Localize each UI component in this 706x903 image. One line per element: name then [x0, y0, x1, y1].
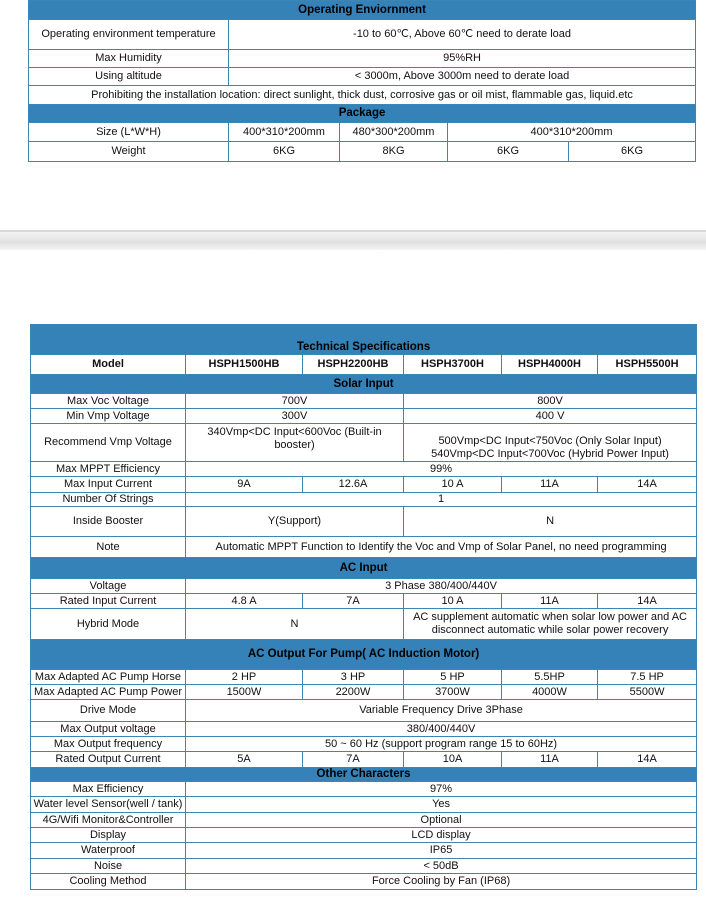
model-name: HSPH5500H	[598, 355, 697, 375]
ac-current-label: Rated Input Current	[31, 594, 186, 609]
other-label: Waterproof	[31, 843, 186, 859]
pump-horse-value: 3 HP	[303, 670, 404, 685]
other-value: Yes	[186, 797, 697, 813]
vmp-value: 400 V	[404, 409, 697, 424]
input-current-value: 11A	[502, 477, 598, 493]
booster-label: Inside Booster	[31, 507, 186, 537]
other-label: Noise	[31, 859, 186, 874]
package-size-label: Size (L*W*H)	[29, 123, 229, 142]
ac-current-value: 7A	[303, 594, 404, 609]
pump-horse-value: 5.5HP	[502, 670, 598, 685]
output-current-value: 7A	[303, 752, 404, 768]
booster-value: N	[404, 507, 697, 537]
vmp-label: Min Vmp Voltage	[31, 409, 186, 424]
pump-horse-value: 7.5 HP	[598, 670, 697, 685]
rec-vmp-line: 500Vmp<DC Input<750Voc (Only Solar Input)	[438, 435, 662, 447]
voc-value: 700V	[186, 394, 404, 409]
mppt-value: 99%	[186, 462, 697, 477]
ac-output-title: AC Output For Pump( AC Induction Motor)	[31, 640, 697, 670]
env-prohibit-text: Prohibiting the installation location: direct sunlight, thick dust, corrosive gas or oil mist, flammable gas, liquid.etc	[29, 86, 696, 105]
page-gap	[0, 232, 706, 250]
solar-input-title: Solar Input	[31, 375, 697, 394]
rec-vmp-value-a: 340Vmp<DC Input<600Voc (Built-in booster)	[186, 424, 404, 462]
output-current-value: 11A	[502, 752, 598, 768]
strings-label: Number Of Strings	[31, 493, 186, 507]
package-size-value: 400*310*200mm	[229, 123, 340, 142]
package-weight-value: 6KG	[448, 142, 569, 162]
package-weight-label: Weight	[29, 142, 229, 162]
other-label: Display	[31, 828, 186, 843]
voc-value: 800V	[404, 394, 697, 409]
env-altitude-label: Using altitude	[29, 68, 229, 86]
pump-horse-label: Max Adapted AC Pump Horse	[31, 670, 186, 685]
rec-vmp-value-b	[404, 424, 697, 462]
other-label: Max Efficiency	[31, 782, 186, 797]
env-section-title: Operating Enviornment	[29, 1, 696, 20]
input-current-value: 10 A	[404, 477, 502, 493]
env-temp-label: Operating environment temperature	[29, 20, 229, 50]
output-frequency-label: Max Output frequency	[31, 737, 186, 752]
pump-power-value: 4000W	[502, 685, 598, 700]
model-name: HSPH1500HB	[186, 355, 303, 375]
ac-current-value: 4.8 A	[186, 594, 303, 609]
env-humidity-value: 95%RH	[229, 50, 696, 68]
other-value: < 50dB	[186, 859, 697, 874]
input-current-value: 9A	[186, 477, 303, 493]
other-label: Cooling Method	[31, 874, 186, 890]
package-size-value: 480*300*200mm	[340, 123, 448, 142]
ac-input-title: AC Input	[31, 558, 697, 579]
vmp-value: 300V	[186, 409, 404, 424]
package-weight-value: 8KG	[340, 142, 448, 162]
voc-label: Max Voc Voltage	[31, 394, 186, 409]
other-value: Optional	[186, 813, 697, 828]
pump-horse-value: 5 HP	[404, 670, 502, 685]
rec-vmp-line: 540Vmp<DC Input<700Voc (Hybrid Power Input)	[431, 448, 669, 460]
input-current-value: 14A	[598, 477, 697, 493]
pump-power-value: 1500W	[186, 685, 303, 700]
other-value: IP65	[186, 843, 697, 859]
package-weight-value: 6KG	[229, 142, 340, 162]
environment-package-table	[28, 0, 696, 162]
other-label: Water level Sensor(well / tank)	[31, 797, 186, 813]
model-name: HSPH4000H	[502, 355, 598, 375]
ac-current-value: 11A	[502, 594, 598, 609]
note-value: Automatic MPPT Function to Identify the Voc and Vmp of Solar Panel, no need programming	[186, 537, 697, 558]
hybrid-label: Hybrid Mode	[31, 609, 186, 640]
package-size-value: 400*310*200mm	[448, 123, 696, 142]
model-name: HSPH2200HB	[303, 355, 404, 375]
output-current-label: Rated Output Current	[31, 752, 186, 768]
drive-mode-value: Variable Frequency Drive 3Phase	[186, 700, 697, 722]
pump-power-label: Max Adapted AC Pump Power	[31, 685, 186, 700]
booster-value: Y(Support)	[186, 507, 404, 537]
pump-horse-value: 2 HP	[186, 670, 303, 685]
output-voltage-label: Max Output voltage	[31, 722, 186, 737]
pump-power-value: 3700W	[404, 685, 502, 700]
pump-power-value: 2200W	[303, 685, 404, 700]
other-characters-title: Other Characters	[31, 768, 697, 782]
ac-current-value: 14A	[598, 594, 697, 609]
output-current-value: 14A	[598, 752, 697, 768]
output-frequency-value: 50 ~ 60 Hz (support program range 15 to 60Hz)	[186, 737, 697, 752]
hybrid-value: N	[186, 609, 404, 640]
output-voltage-value: 380/400/440V	[186, 722, 697, 737]
model-name: HSPH3700H	[404, 355, 502, 375]
input-current-label: Max Input Current	[31, 477, 186, 493]
mppt-label: Max MPPT Efficiency	[31, 462, 186, 477]
other-label: 4G/Wifi Monitor&Controller	[31, 813, 186, 828]
other-value: 97%	[186, 782, 697, 797]
other-value: LCD display	[186, 828, 697, 843]
env-temp-value: -10 to 60℃, Above 60℃ need to derate load	[229, 20, 696, 50]
note-label: Note	[31, 537, 186, 558]
package-section-title: Package	[29, 105, 696, 123]
output-current-value: 5A	[186, 752, 303, 768]
model-label: Model	[31, 355, 186, 375]
input-current-value: 12.6A	[303, 477, 404, 493]
hybrid-value: AC supplement automatic when solar low power and AC disconnect automatic while solar power recovery	[404, 609, 697, 640]
package-weight-value: 6KG	[569, 142, 696, 162]
drive-mode-label: Drive Mode	[31, 700, 186, 722]
env-humidity-label: Max Humidity	[29, 50, 229, 68]
spec-title: Technical Specifications	[31, 325, 697, 355]
output-current-value: 10A	[404, 752, 502, 768]
ac-voltage-value: 3 Phase 380/400/440V	[186, 579, 697, 594]
env-altitude-value: < 3000m, Above 3000m need to derate load	[229, 68, 696, 86]
ac-current-value: 10 A	[404, 594, 502, 609]
rec-vmp-label: Recommend Vmp Voltage	[31, 424, 186, 462]
strings-value: 1	[186, 493, 697, 507]
technical-spec-table	[30, 324, 697, 890]
other-value: Force Cooling by Fan (IP68)	[186, 874, 697, 890]
pump-power-value: 5500W	[598, 685, 697, 700]
ac-voltage-label: Voltage	[31, 579, 186, 594]
